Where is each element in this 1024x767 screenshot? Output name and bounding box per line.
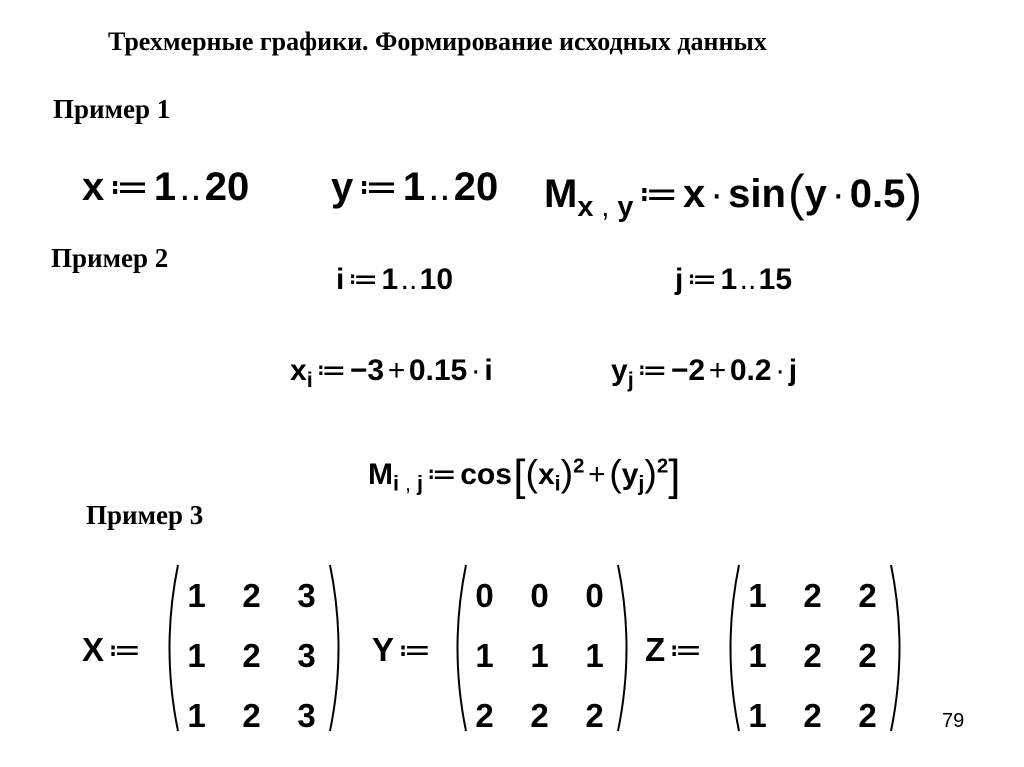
matrix-cell: 0 (475, 577, 494, 614)
sub-i: i (306, 366, 313, 392)
subscript-xy (577, 191, 633, 223)
matrix-name-y: Y (372, 631, 395, 668)
var-y: y (621, 457, 639, 491)
var-j: j (675, 263, 684, 296)
matrix-cell: 1 (187, 637, 206, 674)
matrix-cell: 3 (297, 637, 316, 674)
formula-m-xy (544, 164, 922, 222)
plus-sign: + (708, 354, 727, 387)
matrix-cell: 2 (803, 577, 822, 614)
range-end: 15 (758, 263, 793, 296)
matrix-z-block (645, 562, 915, 734)
index-j: j (788, 354, 798, 387)
assign-op: ≔ (637, 354, 668, 387)
range-start: 1 (720, 263, 738, 296)
matrix-cell: 2 (242, 637, 261, 674)
var-m: M (544, 172, 578, 216)
matrix-name-x: X (82, 631, 105, 668)
matrix-name (372, 630, 435, 669)
range-end: 10 (419, 263, 454, 296)
coef: 0.2 (729, 354, 772, 387)
formula-j-range (675, 262, 792, 297)
matrix-x-block (82, 562, 352, 734)
matrix-cell: 3 (297, 697, 316, 734)
subscript-ij (393, 471, 423, 496)
range-op: .. (179, 165, 202, 209)
range-op: .. (400, 263, 418, 296)
sub-comma: , (405, 470, 411, 496)
example-3-label: Пример 3 (86, 500, 204, 530)
assign-op: ≔ (347, 263, 378, 296)
matrix-cell: 2 (803, 637, 822, 674)
assign-op: ≔ (397, 631, 431, 668)
coef: 0.15 (408, 354, 468, 387)
assign-op: ≔ (638, 172, 679, 216)
sub-j: j (627, 366, 634, 392)
assign-op: ≔ (686, 263, 717, 296)
range-start: 1 (153, 165, 177, 209)
formula-y-j (611, 353, 798, 392)
plus-sign: + (588, 457, 606, 491)
formula-x-range (82, 164, 249, 210)
const-2: 2 (688, 354, 706, 387)
sub-comma: , (601, 191, 610, 224)
power-2: 2 (656, 455, 669, 478)
example-1-label: Пример 1 (53, 94, 171, 124)
formula-m-ij (368, 451, 681, 500)
matrix-z-grid (730, 566, 895, 746)
power-2: 2 (573, 455, 585, 478)
formula-x-i (290, 353, 493, 392)
assign-op: ≔ (109, 165, 150, 209)
index-i: i (484, 354, 493, 387)
matrix-cell: 2 (858, 577, 877, 614)
coef-x: x (683, 172, 706, 216)
sub-i: i (393, 470, 399, 496)
matrix-y-block (372, 562, 637, 734)
range-op: .. (428, 165, 451, 209)
matrix-cell: 1 (187, 577, 206, 614)
matrix-cell: 1 (475, 637, 494, 674)
const-3: 3 (367, 354, 385, 387)
mult-dot: · (470, 354, 481, 387)
range-start: 1 (402, 165, 426, 209)
matrix-name (645, 630, 706, 669)
example-2-label: Пример 2 (51, 243, 169, 273)
matrix-cell: 2 (530, 697, 549, 734)
matrix-name-z: Z (645, 631, 666, 668)
rparen: ) (560, 452, 574, 494)
fn-cos: cos (460, 457, 512, 491)
left-bracket: [ (513, 451, 526, 500)
matrix-cell: 2 (585, 697, 604, 734)
arg-y: y (804, 172, 827, 216)
mult-dot: · (775, 354, 786, 387)
matrix-cell: 1 (585, 637, 604, 674)
matrix-cell: 1 (748, 637, 767, 674)
fn-sin: sin (728, 172, 786, 216)
matrix-cell: 2 (242, 577, 261, 614)
matrix-cell: 1 (748, 697, 767, 734)
matrix-cell: 0 (585, 577, 604, 614)
matrix-cell: 3 (297, 577, 316, 614)
matrix-cell: 1 (187, 697, 206, 734)
matrix-x-grid (169, 566, 334, 746)
var-x: x (290, 354, 307, 387)
sub-j: j (417, 470, 423, 496)
lparen: ( (525, 452, 538, 494)
assign-op: ≔ (669, 631, 703, 668)
range-end: 20 (204, 165, 250, 209)
sub-y: y (617, 191, 634, 224)
rparen: ) (905, 165, 923, 221)
matrix-y-grid (457, 566, 622, 746)
assign-op: ≔ (316, 354, 347, 387)
plus-sign: + (387, 354, 406, 387)
matrix-cell: 2 (858, 637, 877, 674)
assign-op: ≔ (426, 457, 457, 491)
var-y: y (331, 165, 354, 209)
matrix-name (82, 630, 145, 669)
range-end: 20 (453, 165, 499, 209)
range-start: 1 (381, 263, 399, 296)
page-number: 79 (942, 710, 965, 732)
minus-sign: − (670, 354, 689, 387)
mult-dot: · (710, 172, 724, 216)
matrix-cell: 2 (803, 697, 822, 734)
var-i: i (336, 263, 345, 296)
var-x: x (537, 457, 555, 491)
lparen: ( (609, 452, 622, 494)
matrix-cell: 2 (475, 697, 494, 734)
var-x: x (82, 165, 105, 209)
mult-dot: · (831, 172, 845, 216)
sub-j: j (638, 470, 645, 496)
var-y: y (611, 354, 628, 387)
formula-y-range (331, 164, 498, 210)
var-m: M (368, 457, 393, 491)
matrix-cell: 2 (242, 697, 261, 734)
right-bracket: ] (668, 451, 681, 500)
minus-sign: − (349, 354, 368, 387)
factor: 0.5 (849, 172, 906, 216)
assign-op: ≔ (358, 165, 399, 209)
matrix-cell: 0 (530, 577, 549, 614)
sub-x: x (577, 191, 594, 224)
assign-op: ≔ (107, 631, 141, 668)
lparen: ( (787, 165, 805, 221)
sub-i: i (554, 470, 561, 496)
matrix-cell: 2 (858, 697, 877, 734)
formula-i-range (336, 262, 453, 297)
range-op: .. (739, 263, 757, 296)
matrix-cell: 1 (748, 577, 767, 614)
slide-title: Трехмерные графики. Формирование исходных данных (108, 27, 767, 56)
rparen: ) (644, 452, 657, 494)
matrix-cell: 1 (530, 637, 549, 674)
